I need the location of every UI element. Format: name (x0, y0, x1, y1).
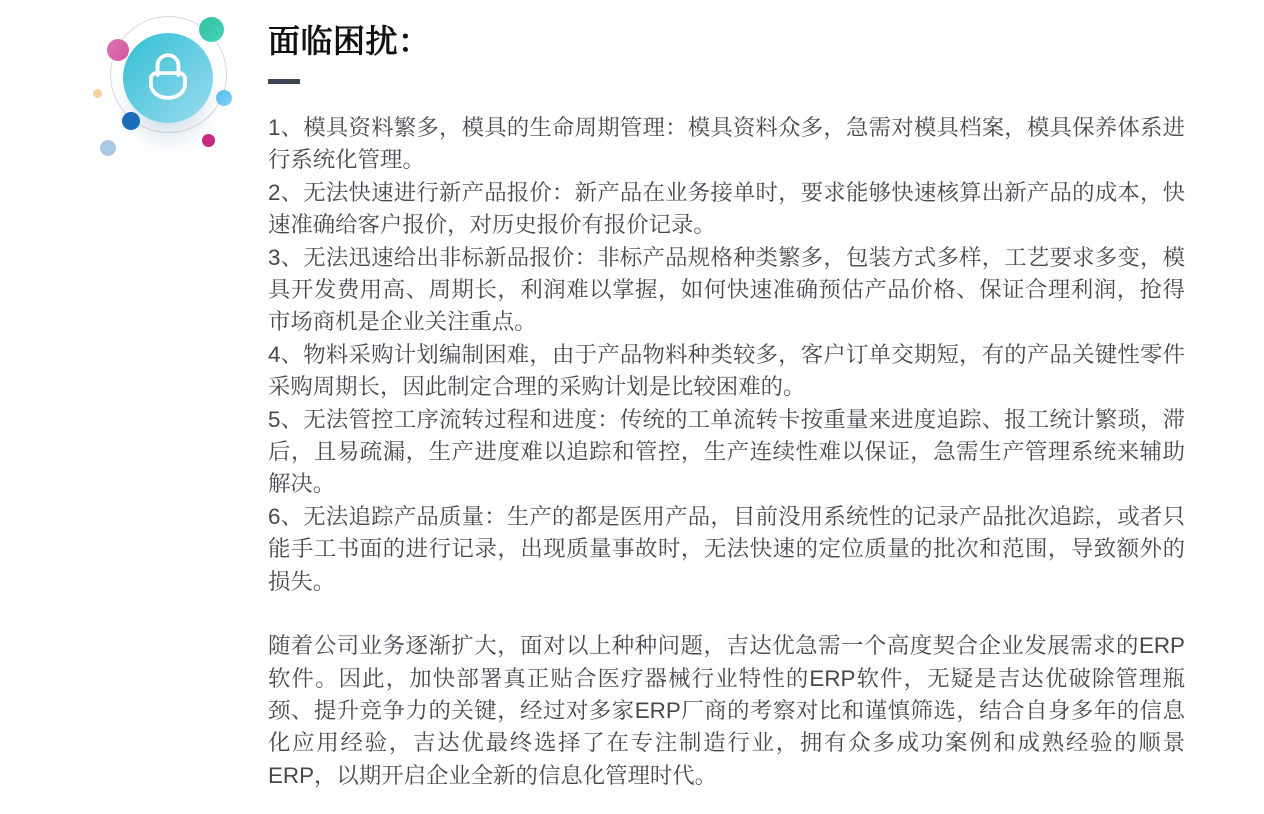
issue-item-6: 6、无法追踪产品质量：生产的都是医用产品，目前没用系统性的记录产品批次追踪，或者只能手工书面的进行记录，出现质量事故时，无法快速的定位质量的批次和范围，导致额外的损失。 (268, 503, 1185, 594)
issue-item-3: 3、无法迅速给出非标新品报价：非标产品规格种类繁多，包装方式多样，工艺要求多变，模具开发费用高、周期长，利润难以掌握，如何快速准确预估产品价格、保证合理利润，抢得市场商机是企业关注重点。 (268, 244, 1185, 335)
decor-dot-pink (107, 39, 129, 61)
lock-circle (123, 33, 213, 123)
decor-dot-pale-blue (100, 140, 116, 156)
decor-dot-cream (93, 89, 102, 98)
decor-dot-deep-blue (122, 112, 140, 130)
issue-item-4: 4、物料采购计划编制困难，由于产品物料种类较多，客户订单交期短，有的产品关键性零件采购周期长，因此制定合理的采购计划是比较困难的。 (268, 341, 1185, 400)
lock-icon (149, 54, 187, 102)
issue-item-1: 1、模具资料繁多，模具的生命周期管理：模具资料众多，急需对模具档案，模具保养体系进行系统化管理。 (268, 115, 1185, 173)
issues-text (268, 112, 1185, 792)
closing-paragraph: 随着公司业务逐渐扩大，面对以上种种问题，吉达优急需一个高度契合企业发展需求的ERP软件。因此，加快部署真正贴合医疗器械行业特性的ERP软件，无疑是吉达优破除管理瓶颈、提升竞争力的关键，经过对多家ERP厂商的考察对比和谨慎筛选，结合自身多年的信息化应用经验，吉达优最终选择了在专注制造行业，拥有众多成功案例和成熟经验的顺景ERP，以期开启企业全新的信息化管理时代。 (268, 633, 1185, 788)
decor-dot-magenta (202, 134, 215, 147)
section-title: 面临困扰： (268, 23, 431, 59)
lock-badge (88, 8, 238, 168)
decor-dot-teal (199, 17, 224, 42)
issue-item-2: 2、无法快速进行新产品报价：新产品在业务接单时，要求能够快速核算出新产品的成本，快速准确给客户报价，对历史报价有报价记录。 (268, 179, 1185, 238)
issue-item-5: 5、无法管控工序流转过程和进度：传统的工单流转卡按重量来进度追踪、报工统计繁琐，滞后，且易疏漏，生产进度难以追踪和管控，生产连续性难以保证，急需生产管理系统来辅助解决。 (268, 406, 1185, 497)
decor-dot-sky (216, 90, 232, 106)
title-underline-dash (268, 79, 300, 84)
